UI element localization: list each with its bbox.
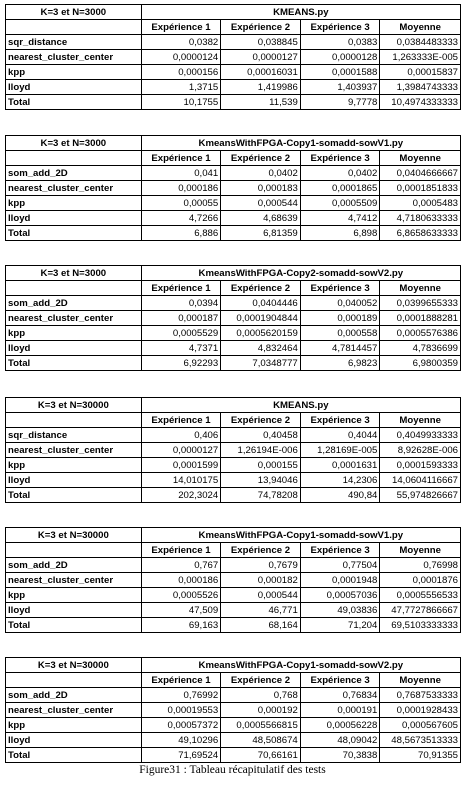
value-cell: 0,041 (141, 166, 221, 181)
value-cell: 6,9800359 (380, 356, 461, 371)
value-cell: 4,7412 (300, 211, 380, 226)
value-cell: 47,509 (141, 603, 221, 618)
value-cell: 0,00015837 (380, 65, 461, 80)
table-row (6, 603, 461, 618)
table-row (6, 443, 461, 458)
value-cell: 0,0001928433 (380, 703, 461, 718)
row-label: lloyd (6, 341, 142, 356)
column-header-experience-2: Expérience 2 (221, 151, 301, 166)
value-cell: 4,832464 (221, 341, 301, 356)
value-cell: 0,000156 (141, 65, 221, 80)
value-cell: 0,0001599 (141, 458, 221, 473)
value-cell: 70,3838 (300, 748, 380, 763)
value-cell: 0,0001865 (300, 181, 380, 196)
row-label: kpp (6, 196, 142, 211)
config-cell: K=3 et N=3000 (6, 136, 142, 151)
value-cell: 4,7814457 (300, 341, 380, 356)
value-cell: 0,0001593333 (380, 458, 461, 473)
value-cell: 48,508674 (221, 733, 301, 748)
header-blank-cell (6, 151, 142, 166)
value-cell: 0,768 (221, 688, 301, 703)
config-cell: K=3 et N=3000 (6, 266, 142, 281)
value-cell: 11,539 (221, 95, 301, 110)
column-header-average: Moyenne (380, 151, 461, 166)
row-label: nearest_cluster_center (6, 443, 142, 458)
value-cell: 69,163 (141, 618, 221, 633)
value-cell: 0,040052 (300, 296, 380, 311)
table-title-row (6, 398, 461, 413)
row-label: sqr_distance (6, 35, 142, 50)
row-label: kpp (6, 588, 142, 603)
value-cell: 0,0382 (141, 35, 221, 50)
value-cell: 0,40458 (221, 428, 301, 443)
value-cell: 0,7687533333 (380, 688, 461, 703)
results-table (5, 527, 461, 633)
table-row (6, 573, 461, 588)
table-row (6, 558, 461, 573)
column-header-experience-3: Expérience 3 (300, 281, 380, 296)
table-row (6, 95, 461, 110)
value-cell: 0,0005620159 (221, 326, 301, 341)
table-row (6, 733, 461, 748)
value-cell: 0,000186 (141, 573, 221, 588)
value-cell: 0,000186 (141, 181, 221, 196)
value-cell: 14,2306 (300, 473, 380, 488)
header-blank-cell (6, 673, 142, 688)
row-label: lloyd (6, 80, 142, 95)
value-cell: 0,77504 (300, 558, 380, 573)
config-cell: K=3 et N=30000 (6, 528, 142, 543)
column-header-row (6, 413, 461, 428)
table-row (6, 35, 461, 50)
value-cell: 14,0604116667 (380, 473, 461, 488)
value-cell: 0,00055 (141, 196, 221, 211)
value-cell: 68,164 (221, 618, 301, 633)
row-label: lloyd (6, 733, 142, 748)
column-header-row (6, 151, 461, 166)
value-cell: 0,038845 (221, 35, 301, 50)
table-row (6, 211, 461, 226)
value-cell: 1,26194E-006 (221, 443, 301, 458)
value-cell: 0,0394 (141, 296, 221, 311)
value-cell: 74,78208 (221, 488, 301, 503)
table-row (6, 356, 461, 371)
value-cell: 0,76998 (380, 558, 461, 573)
value-cell: 4,7266 (141, 211, 221, 226)
value-cell: 70,66161 (221, 748, 301, 763)
column-header-row (6, 281, 461, 296)
column-header-experience-3: Expérience 3 (300, 673, 380, 688)
column-header-experience-2: Expérience 2 (221, 20, 301, 35)
row-label: som_add_2D (6, 296, 142, 311)
row-label: nearest_cluster_center (6, 50, 142, 65)
table-row (6, 428, 461, 443)
table-row (6, 688, 461, 703)
column-header-experience-2: Expérience 2 (221, 673, 301, 688)
table-row (6, 341, 461, 356)
value-cell: 0,0000127 (221, 50, 301, 65)
script-title-cell: KMEANS.py (141, 398, 460, 413)
column-header-experience-1: Expérience 1 (141, 20, 221, 35)
row-label: nearest_cluster_center (6, 573, 142, 588)
row-label: Total (6, 356, 142, 371)
row-label: nearest_cluster_center (6, 311, 142, 326)
table-row (6, 618, 461, 633)
value-cell: 6,9823 (300, 356, 380, 371)
row-label: som_add_2D (6, 558, 142, 573)
table-row (6, 296, 461, 311)
results-table (5, 397, 461, 503)
value-cell: 0,0001904844 (221, 311, 301, 326)
value-cell: 0,000187 (141, 311, 221, 326)
value-cell: 1,3715 (141, 80, 221, 95)
value-cell: 4,68639 (221, 211, 301, 226)
value-cell: 1,419986 (221, 80, 301, 95)
value-cell: 0,7679 (221, 558, 301, 573)
value-cell: 0,0001888281 (380, 311, 461, 326)
row-label: kpp (6, 718, 142, 733)
value-cell: 6,898 (300, 226, 380, 241)
table-title-row (6, 266, 461, 281)
script-title-cell: KmeansWithFPGA-Copy1-somadd-sowV1.py (141, 136, 460, 151)
column-header-experience-1: Expérience 1 (141, 413, 221, 428)
value-cell: 0,0001948 (300, 573, 380, 588)
column-header-average: Moyenne (380, 281, 461, 296)
value-cell: 69,5103333333 (380, 618, 461, 633)
value-cell: 0,00057372 (141, 718, 221, 733)
header-blank-cell (6, 413, 142, 428)
table-title-row (6, 5, 461, 20)
table-row (6, 458, 461, 473)
row-label: som_add_2D (6, 166, 142, 181)
table-title-row (6, 658, 461, 673)
row-label: Total (6, 748, 142, 763)
value-cell: 0,0399655333 (380, 296, 461, 311)
value-cell: 4,7180633333 (380, 211, 461, 226)
column-header-experience-3: Expérience 3 (300, 20, 380, 35)
value-cell: 0,0005529 (141, 326, 221, 341)
script-title-cell: KMEANS.py (141, 5, 460, 20)
value-cell: 6,8658633333 (380, 226, 461, 241)
value-cell: 9,7778 (300, 95, 380, 110)
row-label: Total (6, 226, 142, 241)
column-header-experience-1: Expérience 1 (141, 543, 221, 558)
config-cell: K=3 et N=3000 (6, 5, 142, 20)
value-cell: 1,403937 (300, 80, 380, 95)
value-cell: 0,0001631 (300, 458, 380, 473)
value-cell: 0,000544 (221, 588, 301, 603)
value-cell: 202,3024 (141, 488, 221, 503)
value-cell: 0,000155 (221, 458, 301, 473)
column-header-experience-1: Expérience 1 (141, 151, 221, 166)
config-cell: K=3 et N=30000 (6, 658, 142, 673)
value-cell: 71,204 (300, 618, 380, 633)
table-title-row (6, 528, 461, 543)
row-label: kpp (6, 458, 142, 473)
value-cell: 490,84 (300, 488, 380, 503)
value-cell: 49,03836 (300, 603, 380, 618)
column-header-experience-2: Expérience 2 (221, 413, 301, 428)
column-header-row (6, 543, 461, 558)
column-header-experience-3: Expérience 3 (300, 151, 380, 166)
column-header-average: Moyenne (380, 673, 461, 688)
table-row (6, 588, 461, 603)
value-cell: 0,0402 (221, 166, 301, 181)
value-cell: 6,81359 (221, 226, 301, 241)
value-cell: 0,0005576386 (380, 326, 461, 341)
column-header-experience-2: Expérience 2 (221, 543, 301, 558)
table-row (6, 226, 461, 241)
script-title-cell: KmeansWithFPGA-Copy1-somadd-sowV2.py (141, 658, 460, 673)
value-cell: 0,000183 (221, 181, 301, 196)
value-cell: 0,000544 (221, 196, 301, 211)
value-cell: 0,0005556533 (380, 588, 461, 603)
table-row (6, 181, 461, 196)
value-cell: 0,0384483333 (380, 35, 461, 50)
value-cell: 6,92293 (141, 356, 221, 371)
table-row (6, 196, 461, 211)
value-cell: 0,000567605 (380, 718, 461, 733)
value-cell: 0,0402 (300, 166, 380, 181)
value-cell: 0,0404446 (221, 296, 301, 311)
table-row (6, 748, 461, 763)
table-row (6, 326, 461, 341)
value-cell: 0,767 (141, 558, 221, 573)
value-cell: 0,0001876 (380, 573, 461, 588)
row-label: som_add_2D (6, 688, 142, 703)
value-cell: 0,0383 (300, 35, 380, 50)
value-cell: 14,010175 (141, 473, 221, 488)
value-cell: 0,0000124 (141, 50, 221, 65)
value-cell: 0,0005509 (300, 196, 380, 211)
column-header-average: Moyenne (380, 20, 461, 35)
results-table (5, 265, 461, 371)
value-cell: 1,28169E-005 (300, 443, 380, 458)
value-cell: 4,7836699 (380, 341, 461, 356)
row-label: nearest_cluster_center (6, 703, 142, 718)
value-cell: 0,76834 (300, 688, 380, 703)
table-row (6, 166, 461, 181)
results-table (5, 4, 461, 110)
column-header-row (6, 673, 461, 688)
column-header-experience-1: Expérience 1 (141, 673, 221, 688)
header-blank-cell (6, 20, 142, 35)
value-cell: 48,5673513333 (380, 733, 461, 748)
value-cell: 0,4044 (300, 428, 380, 443)
value-cell: 0,406 (141, 428, 221, 443)
value-cell: 0,0005566815 (221, 718, 301, 733)
column-header-average: Moyenne (380, 543, 461, 558)
column-header-experience-1: Expérience 1 (141, 281, 221, 296)
value-cell: 0,000192 (221, 703, 301, 718)
column-header-experience-2: Expérience 2 (221, 281, 301, 296)
value-cell: 0,0404666667 (380, 166, 461, 181)
table-row (6, 488, 461, 503)
row-label: kpp (6, 65, 142, 80)
table-row (6, 473, 461, 488)
value-cell: 8,92628E-006 (380, 443, 461, 458)
value-cell: 0,000558 (300, 326, 380, 341)
table-row (6, 703, 461, 718)
value-cell: 10,1755 (141, 95, 221, 110)
table-title-row (6, 136, 461, 151)
value-cell: 7,0348777 (221, 356, 301, 371)
row-label: Total (6, 488, 142, 503)
row-label: nearest_cluster_center (6, 181, 142, 196)
value-cell: 0,00019553 (141, 703, 221, 718)
column-header-row (6, 20, 461, 35)
script-title-cell: KmeansWithFPGA-Copy1-somadd-sowV1.py (141, 528, 460, 543)
value-cell: 0,0001588 (300, 65, 380, 80)
header-blank-cell (6, 543, 142, 558)
value-cell: 4,7371 (141, 341, 221, 356)
value-cell: 1,3984743333 (380, 80, 461, 95)
column-header-average: Moyenne (380, 413, 461, 428)
value-cell: 13,94046 (221, 473, 301, 488)
table-row (6, 80, 461, 95)
value-cell: 48,09042 (300, 733, 380, 748)
column-header-experience-3: Expérience 3 (300, 413, 380, 428)
row-label: lloyd (6, 603, 142, 618)
value-cell: 0,00057036 (300, 588, 380, 603)
value-cell: 1,263333E-005 (380, 50, 461, 65)
value-cell: 10,4974333333 (380, 95, 461, 110)
value-cell: 47,7727866667 (380, 603, 461, 618)
script-title-cell: KmeansWithFPGA-Copy2-somadd-sowV2.py (141, 266, 460, 281)
row-label: kpp (6, 326, 142, 341)
table-row (6, 65, 461, 80)
results-table (5, 135, 461, 241)
value-cell: 0,000189 (300, 311, 380, 326)
value-cell: 0,00016031 (221, 65, 301, 80)
value-cell: 0,000182 (221, 573, 301, 588)
value-cell: 70,91355 (380, 748, 461, 763)
value-cell: 49,10296 (141, 733, 221, 748)
value-cell: 0,4049933333 (380, 428, 461, 443)
config-cell: K=3 et N=30000 (6, 398, 142, 413)
value-cell: 0,76992 (141, 688, 221, 703)
row-label: Total (6, 618, 142, 633)
value-cell: 71,69524 (141, 748, 221, 763)
value-cell: 0,0005483 (380, 196, 461, 211)
table-row (6, 718, 461, 733)
value-cell: 6,886 (141, 226, 221, 241)
value-cell: 0,0001851833 (380, 181, 461, 196)
table-row (6, 311, 461, 326)
row-label: sqr_distance (6, 428, 142, 443)
column-header-experience-3: Expérience 3 (300, 543, 380, 558)
value-cell: 0,0005526 (141, 588, 221, 603)
row-label: lloyd (6, 473, 142, 488)
table-row (6, 50, 461, 65)
value-cell: 0,0000127 (141, 443, 221, 458)
row-label: Total (6, 95, 142, 110)
value-cell: 0,00056228 (300, 718, 380, 733)
value-cell: 0,000191 (300, 703, 380, 718)
value-cell: 0,0000128 (300, 50, 380, 65)
results-table (5, 657, 461, 763)
row-label: lloyd (6, 211, 142, 226)
header-blank-cell (6, 281, 142, 296)
figure-caption: Figure31 : Tableau récapitulatif des tests (139, 764, 326, 776)
value-cell: 46,771 (221, 603, 301, 618)
value-cell: 55,974826667 (380, 488, 461, 503)
